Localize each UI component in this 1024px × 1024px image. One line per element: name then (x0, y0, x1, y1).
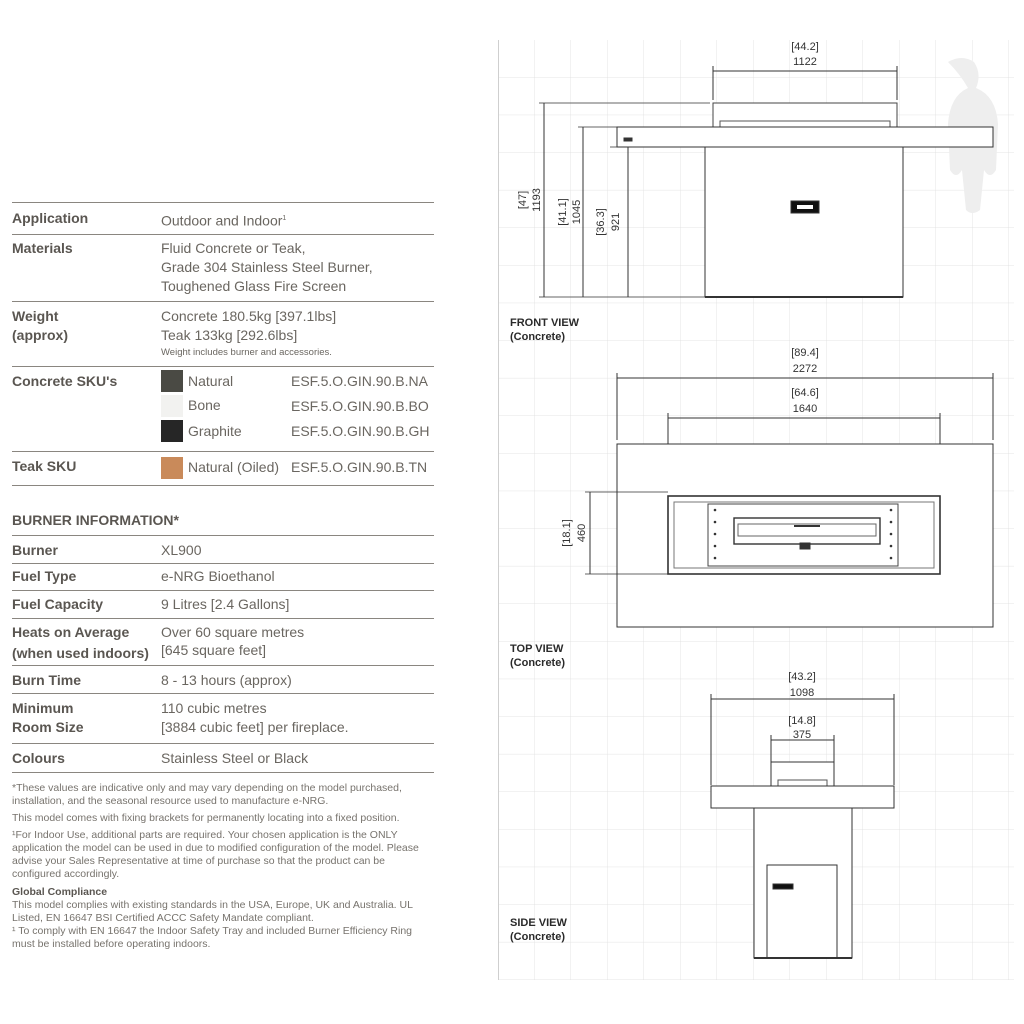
burn-time-value: 8 - 13 hours (approx) (161, 672, 292, 688)
concrete-graphite-sku: ESF.5.O.GIN.90.B.GH (291, 423, 430, 439)
front-view-sub: (Concrete) (510, 331, 566, 343)
compliance-title: Global Compliance (12, 886, 108, 898)
side-view-sub: (Concrete) (510, 931, 566, 943)
application-value: Outdoor and Indoor$^1$ (161, 212, 287, 229)
concrete-bone-name: Bone (188, 397, 221, 413)
front-h3-in: [36.3] (595, 208, 607, 236)
note-brackets: This model comes with fixing brackets for permanently locating into a fixed position. (12, 812, 400, 824)
burn-time-label: Burn Time (12, 672, 81, 688)
fuel-type-value: e-NRG Bioethanol (161, 568, 275, 584)
row-materials (12, 233, 434, 302)
room-size-label-2: Room Size (12, 719, 84, 735)
materials-line-3: Toughened Glass Fire Screen (161, 278, 347, 294)
fuel-capacity-row (12, 590, 434, 619)
front-h1-in: [47] (517, 190, 529, 210)
front-h3-mm: 921 (610, 212, 622, 232)
front-view-title: FRONT VIEW (510, 317, 580, 329)
note-indoor: ¹For Indoor Use, additional parts are required. Your chosen application is the ONLY application the model can be used in due to modified configuration of the model. Please advise your Sales Representative at time of purchase so that the product can be configured accordingly. (12, 829, 419, 880)
top-w2-in: [64.6] (791, 387, 819, 399)
front-handle-slot (797, 205, 813, 209)
swatch-graphite (161, 420, 183, 442)
side-w1-in: [43.2] (788, 671, 816, 683)
note-indicative: *These values are indicative only and may vary depending on the model purchased, installation, and the seasonal resource used to manufacture e-NRG. (12, 782, 402, 807)
side-w2-in: [14.8] (788, 715, 816, 727)
burner-section-title: BURNER INFORMATION* (12, 512, 179, 528)
front-h1-mm: 1193 (531, 188, 543, 212)
note-compliance: This model complies with existing standards in the USA, Europe, UK and Australia. UL Listed, EN 16647 BSI Certified ACCC Safety Mandate compliant. (12, 899, 413, 924)
materials-line-1: Fluid Concrete or Teak, (161, 240, 306, 256)
concrete-natural-sku: ESF.5.O.GIN.90.B.NA (291, 373, 428, 389)
weight-label: Weight (12, 308, 59, 324)
top-w2-mm: 1640 (792, 403, 818, 415)
fuel-capacity-value: 9 Litres [2.4 Gallons] (161, 596, 290, 612)
room-size-row (12, 693, 434, 744)
swatch-natural (161, 370, 183, 392)
colours-value: Stainless Steel or Black (161, 750, 309, 766)
front-h2-mm: 1045 (571, 199, 583, 225)
top-view-sub: (Concrete) (510, 657, 566, 669)
concrete-sku-label: Concrete SKU's (12, 373, 118, 389)
concrete-graphite-name: Graphite (188, 423, 242, 439)
concrete-bone-sku: ESF.5.O.GIN.90.B.BO (291, 398, 429, 414)
colours-label: Colours (12, 750, 65, 766)
top-w1-in: [89.4] (791, 347, 819, 359)
room-size-label-1: Minimum (12, 700, 74, 716)
colours-row (12, 743, 434, 773)
row-concrete-sku (12, 366, 434, 452)
heats-sublabel: (when used indoors) (12, 645, 149, 661)
room-size-line-1: 110 cubic metres (161, 700, 267, 716)
fuel-type-label: Fuel Type (12, 568, 77, 584)
concrete-natural-name: Natural (188, 373, 234, 389)
note-en16647: ¹ To comply with EN 16647 the Indoor Safety Tray and included Burner Efficiency Ring must be installed before operating indoors. (12, 925, 412, 950)
side-door-handle (773, 884, 793, 889)
side-w1-mm: 1098 (789, 687, 815, 699)
top-view-title: TOP VIEW (510, 643, 564, 655)
top-view-label (510, 642, 565, 670)
front-tabletop (617, 127, 993, 147)
teak-natural-sku: ESF.5.O.GIN.90.B.TN (291, 459, 428, 475)
top-w1-mm: 2272 (792, 363, 818, 375)
weight-note: Weight includes burner and accessories. (161, 347, 332, 358)
application-label: Application (12, 210, 89, 226)
row-application (12, 202, 434, 235)
footnotes (12, 782, 436, 951)
weight-concrete: Concrete 180.5kg [397.1lbs] (161, 308, 337, 324)
heats-line-2: [645 square feet] (161, 642, 267, 658)
materials-label: Materials (12, 240, 73, 256)
side-tabletop (711, 786, 894, 808)
swatch-bone (161, 395, 183, 417)
heats-label: Heats on Average (12, 624, 130, 640)
row-teak-sku (12, 451, 434, 486)
fuel-capacity-label: Fuel Capacity (12, 596, 104, 612)
front-glass-screen (713, 103, 897, 127)
materials-line-2: Grade 304 Stainless Steel Burner, (161, 259, 373, 275)
fuel-type-row (12, 562, 434, 591)
weight-teak: Teak 133kg [292.6lbs] (161, 327, 298, 343)
top-fire-cavity (668, 496, 940, 574)
burner-value: XL900 (161, 542, 202, 558)
heats-row (12, 618, 434, 666)
side-w2-mm: 375 (792, 729, 812, 741)
front-tabletop-mark (624, 138, 632, 141)
side-view-label (510, 916, 567, 944)
front-width-in: [44.2] (791, 41, 819, 53)
top-depth-mm: 460 (576, 523, 588, 543)
technical-drawing (498, 40, 1014, 980)
top-depth-in: [18.1] (561, 519, 573, 547)
top-burner-knob (800, 543, 810, 549)
heats-line-1: Over 60 square metres (161, 624, 305, 640)
side-view-title: SIDE VIEW (510, 917, 567, 929)
weight-sublabel: (approx) (12, 327, 68, 343)
side-access-door (767, 865, 837, 958)
burner-label: Burner (12, 542, 58, 558)
burner-row (12, 535, 434, 564)
side-glass-screen (771, 762, 834, 786)
room-size-line-2: [3884 cubic feet] per fireplace. (161, 719, 349, 735)
front-width-mm: 1122 (793, 56, 817, 68)
teak-natural-name: Natural (Oiled) (188, 459, 280, 475)
front-base (705, 147, 903, 297)
front-view-label (510, 316, 579, 344)
burn-time-row (12, 665, 434, 694)
teak-sku-label: Teak SKU (12, 458, 77, 474)
row-weight (12, 301, 434, 367)
swatch-teak (161, 457, 183, 479)
front-h2-in: [41.1] (557, 198, 569, 226)
